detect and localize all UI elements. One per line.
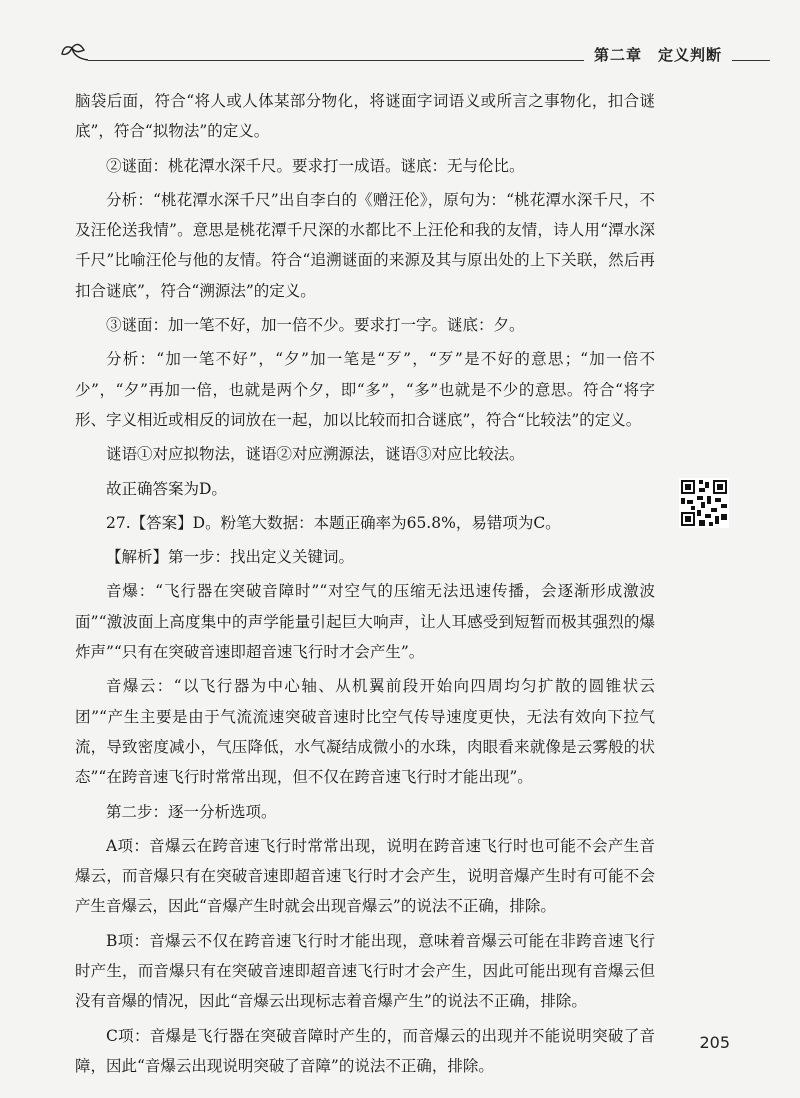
answer-line: 27.【答案】D。粉笔大数据：本题正确率为65.8%，易错项为C。 (106, 513, 561, 532)
paragraph: 第二步：逐一分析选项。 (106, 802, 277, 821)
analysis-heading: 【解析】第一步：找出定义关键词。 (106, 548, 355, 567)
paragraph: ②谜面：桃花潭水深千尺。要求打一成语。谜底：无与伦比。 (106, 156, 525, 175)
paragraph: 脑袋后面，符合“将人或人体某部分物化，将谜面字词语义或所言之事物化，扣合谜底”，符合“拟物法”的定义。 (75, 92, 655, 141)
option-analysis-b: B项：音爆云不仅在跨音速飞行时才能出现，意味着音爆云可能在非跨音速飞行时产生，而音爆只有在突破音速即超音速飞行时才会产生，因此可能出现有音爆云但没有音爆的情况，因此“音爆云出现标志着音爆产生”的说法不正确，排除。 (75, 931, 655, 1011)
page-body (75, 86, 655, 1085)
paragraph: ③谜面：加一笔不好，加一倍不少。要求打一字。谜底：夕。 (106, 316, 525, 335)
chapter-title: 第二章 定义判断 (584, 44, 732, 65)
option-analysis-a: A项：音爆云在跨音速飞行时常常出现，说明在跨音速飞行时也可能不会产生音爆云，而音爆只有在突破音速即超音速飞行时才会产生，说明音爆产生时有可能不会产生音爆云，因此“音爆产生时就会出现音爆云”的说法不正确，排除。 (75, 836, 655, 916)
page-number: 205 (699, 1033, 730, 1052)
paragraph: 分析：“加一笔不好”，“夕”加一笔是“歹”，“歹”是不好的意思；“加一倍不少”，“夕”再加一倍，也就是两个夕，即“多”，“多”也就是不少的意思。符合“将字形、字义相近或相反的词放在一起，加以比较而扣合谜底”，符合“比较法”的定义。 (75, 350, 655, 429)
paragraph: 音爆：“飞行器在突破音障时”“对空气的压缩无法迅速传播，会逐渐形成激波面”“激波面上高度集中的声学能量引起巨大响声，让人耳感受到短暂而极其强烈的爆炸声”“只有在突破音速即超音速飞行时才会产生”。 (75, 582, 655, 662)
paragraph: 谜语①对应拟物法，谜语②对应溯源法，谜语③对应比较法。 (106, 445, 525, 464)
paragraph: 音爆云：“以飞行器为中心轴、从机翼前段开始向四周均匀扩散的圆锥状云团”“产生主要是由于气流流速突破音速时比空气传导速度更快，无法有效向下拉气流，导致密度减小，气压降低，水气凝结成微小的水珠，肉眼看来就像是云雾般的状态”“在跨音速飞行时常常出现，但不仅在跨音速飞行时才能出现”。 (75, 677, 655, 787)
paragraph: 故正确答案为D。 (106, 479, 227, 498)
option-analysis-c: C项：音爆是飞行器在突破音障时产生的，而音爆云的出现并不能说明突破了音障，因此“音爆云出现说明突破了音障”的说法不正确，排除。 (75, 1026, 655, 1075)
qr-code-icon[interactable] (679, 478, 729, 528)
paragraph: 分析：“桃花潭水深千尺”出自李白的《赠汪伦》，原句为：“桃花潭水深千尺，不及汪伦送我情”。意思是桃花潭千尺深的水都比不上汪伦和我的友情，诗人用“潭水深千尺”比喻汪伦与他的友情。符合“追溯谜面的来源及其与原出处的上下关联，然后再扣合谜底”，符合“溯源法”的定义。 (75, 190, 655, 300)
